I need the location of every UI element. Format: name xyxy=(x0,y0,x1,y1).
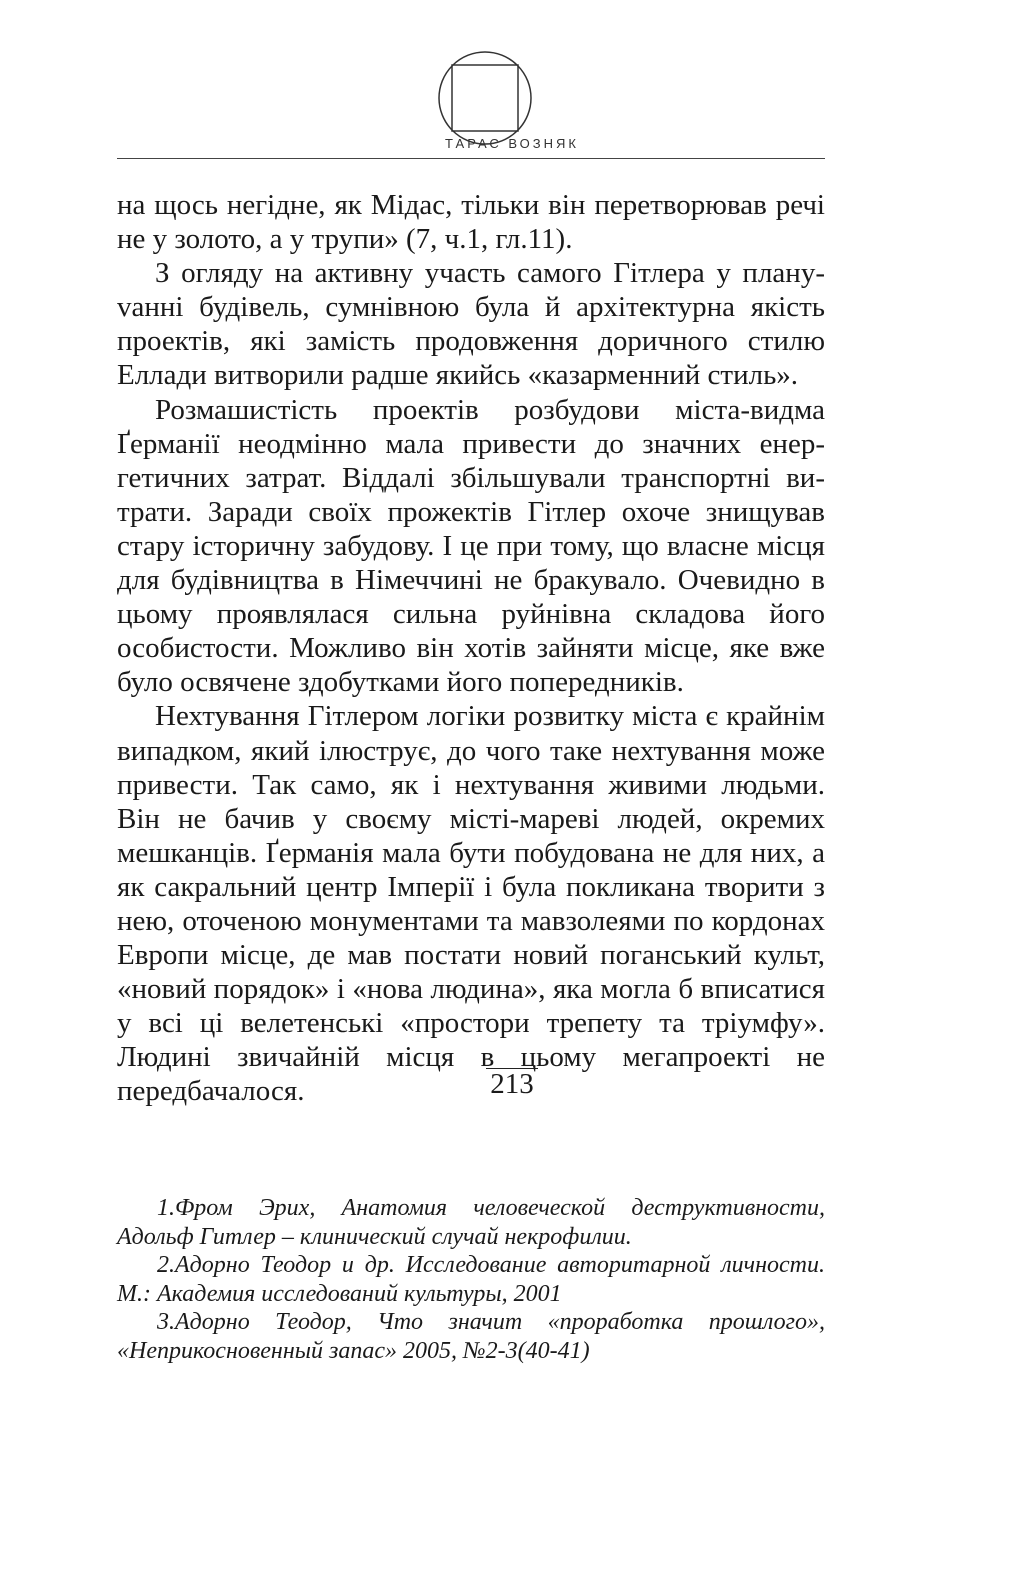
header-rule xyxy=(117,158,825,159)
footnote: 1.Фром Эрих, Анатомия человеческой деструктивности, Адольф Гитлер – клинический случай некрофилии. xyxy=(117,1195,825,1250)
footnote: 2.Адорно Теодор и др. Исследование авторитарной личности. М.: Академия исследований культуры, 2001 xyxy=(117,1252,825,1307)
page-number: 213 xyxy=(486,1068,538,1099)
paragraph: на щось негідне, як Мідас, тільки він перетворював речі не у золото, а у трупи» (7, ч.1, гл.11). xyxy=(117,189,825,256)
paragraph: Нехтування Гітлером логіки розвитку міста є крайнім випадком, який ілюструє, до чого таке нехтування може привести. Так само, як і нехтування живими людьми. Він не бачив у своєму місті-мареві людей, окремих мешканців. Ґерманія мала бути побудована не для них, а як сакральний центр Імперії і була покликана творити з нею, оточеною монументами та мавзолеями по кордонах Европи місце, де мав постати новий поганський культ, «новий порядок» і «нова людина», яка могла б вписатися у всі ці велетенські «простори трепету та тріумфу». Людині звичайній місця в цьому мегапроекті не передбачалося. xyxy=(117,700,825,1108)
main-text xyxy=(117,188,825,1109)
paragraph: Розмашистість проектів розбудови міста-видма Ґерманії неодмінно мала привести до значних енергетичних затрат. Віддалі збільшували транспортні витрати. Заради своїх прожектів Гітлер охоче знищував стару історичну забудову. І це при тому, що власне місця для будівництва в Німеччині не бракувало. Очевидно в цьому проявлялася сильна руйнівна складова його особистости. Можливо він хотів зайняти місце, яке вже було освячене здобутками його попередників. xyxy=(117,393,825,699)
page-number-container xyxy=(0,1068,1024,1099)
paragraph: З огляду на активну участь самого Гітлера у плануvанні будівель, сумнівною була й архітектурна якість проектів, які замість продовження доричного стилю Еллади витворили радше якийсь «казарменний стиль». xyxy=(117,257,825,392)
footnote: 3.Адорно Теодор, Что значит «проработка прошлого», «Неприкосновенный запас» 2005, №2-3(40-41) xyxy=(117,1309,825,1364)
running-head-author: ТАРАС ВОЗНЯК xyxy=(445,136,579,151)
footnotes xyxy=(117,1194,825,1366)
circle-square-logo-icon xyxy=(437,50,533,146)
